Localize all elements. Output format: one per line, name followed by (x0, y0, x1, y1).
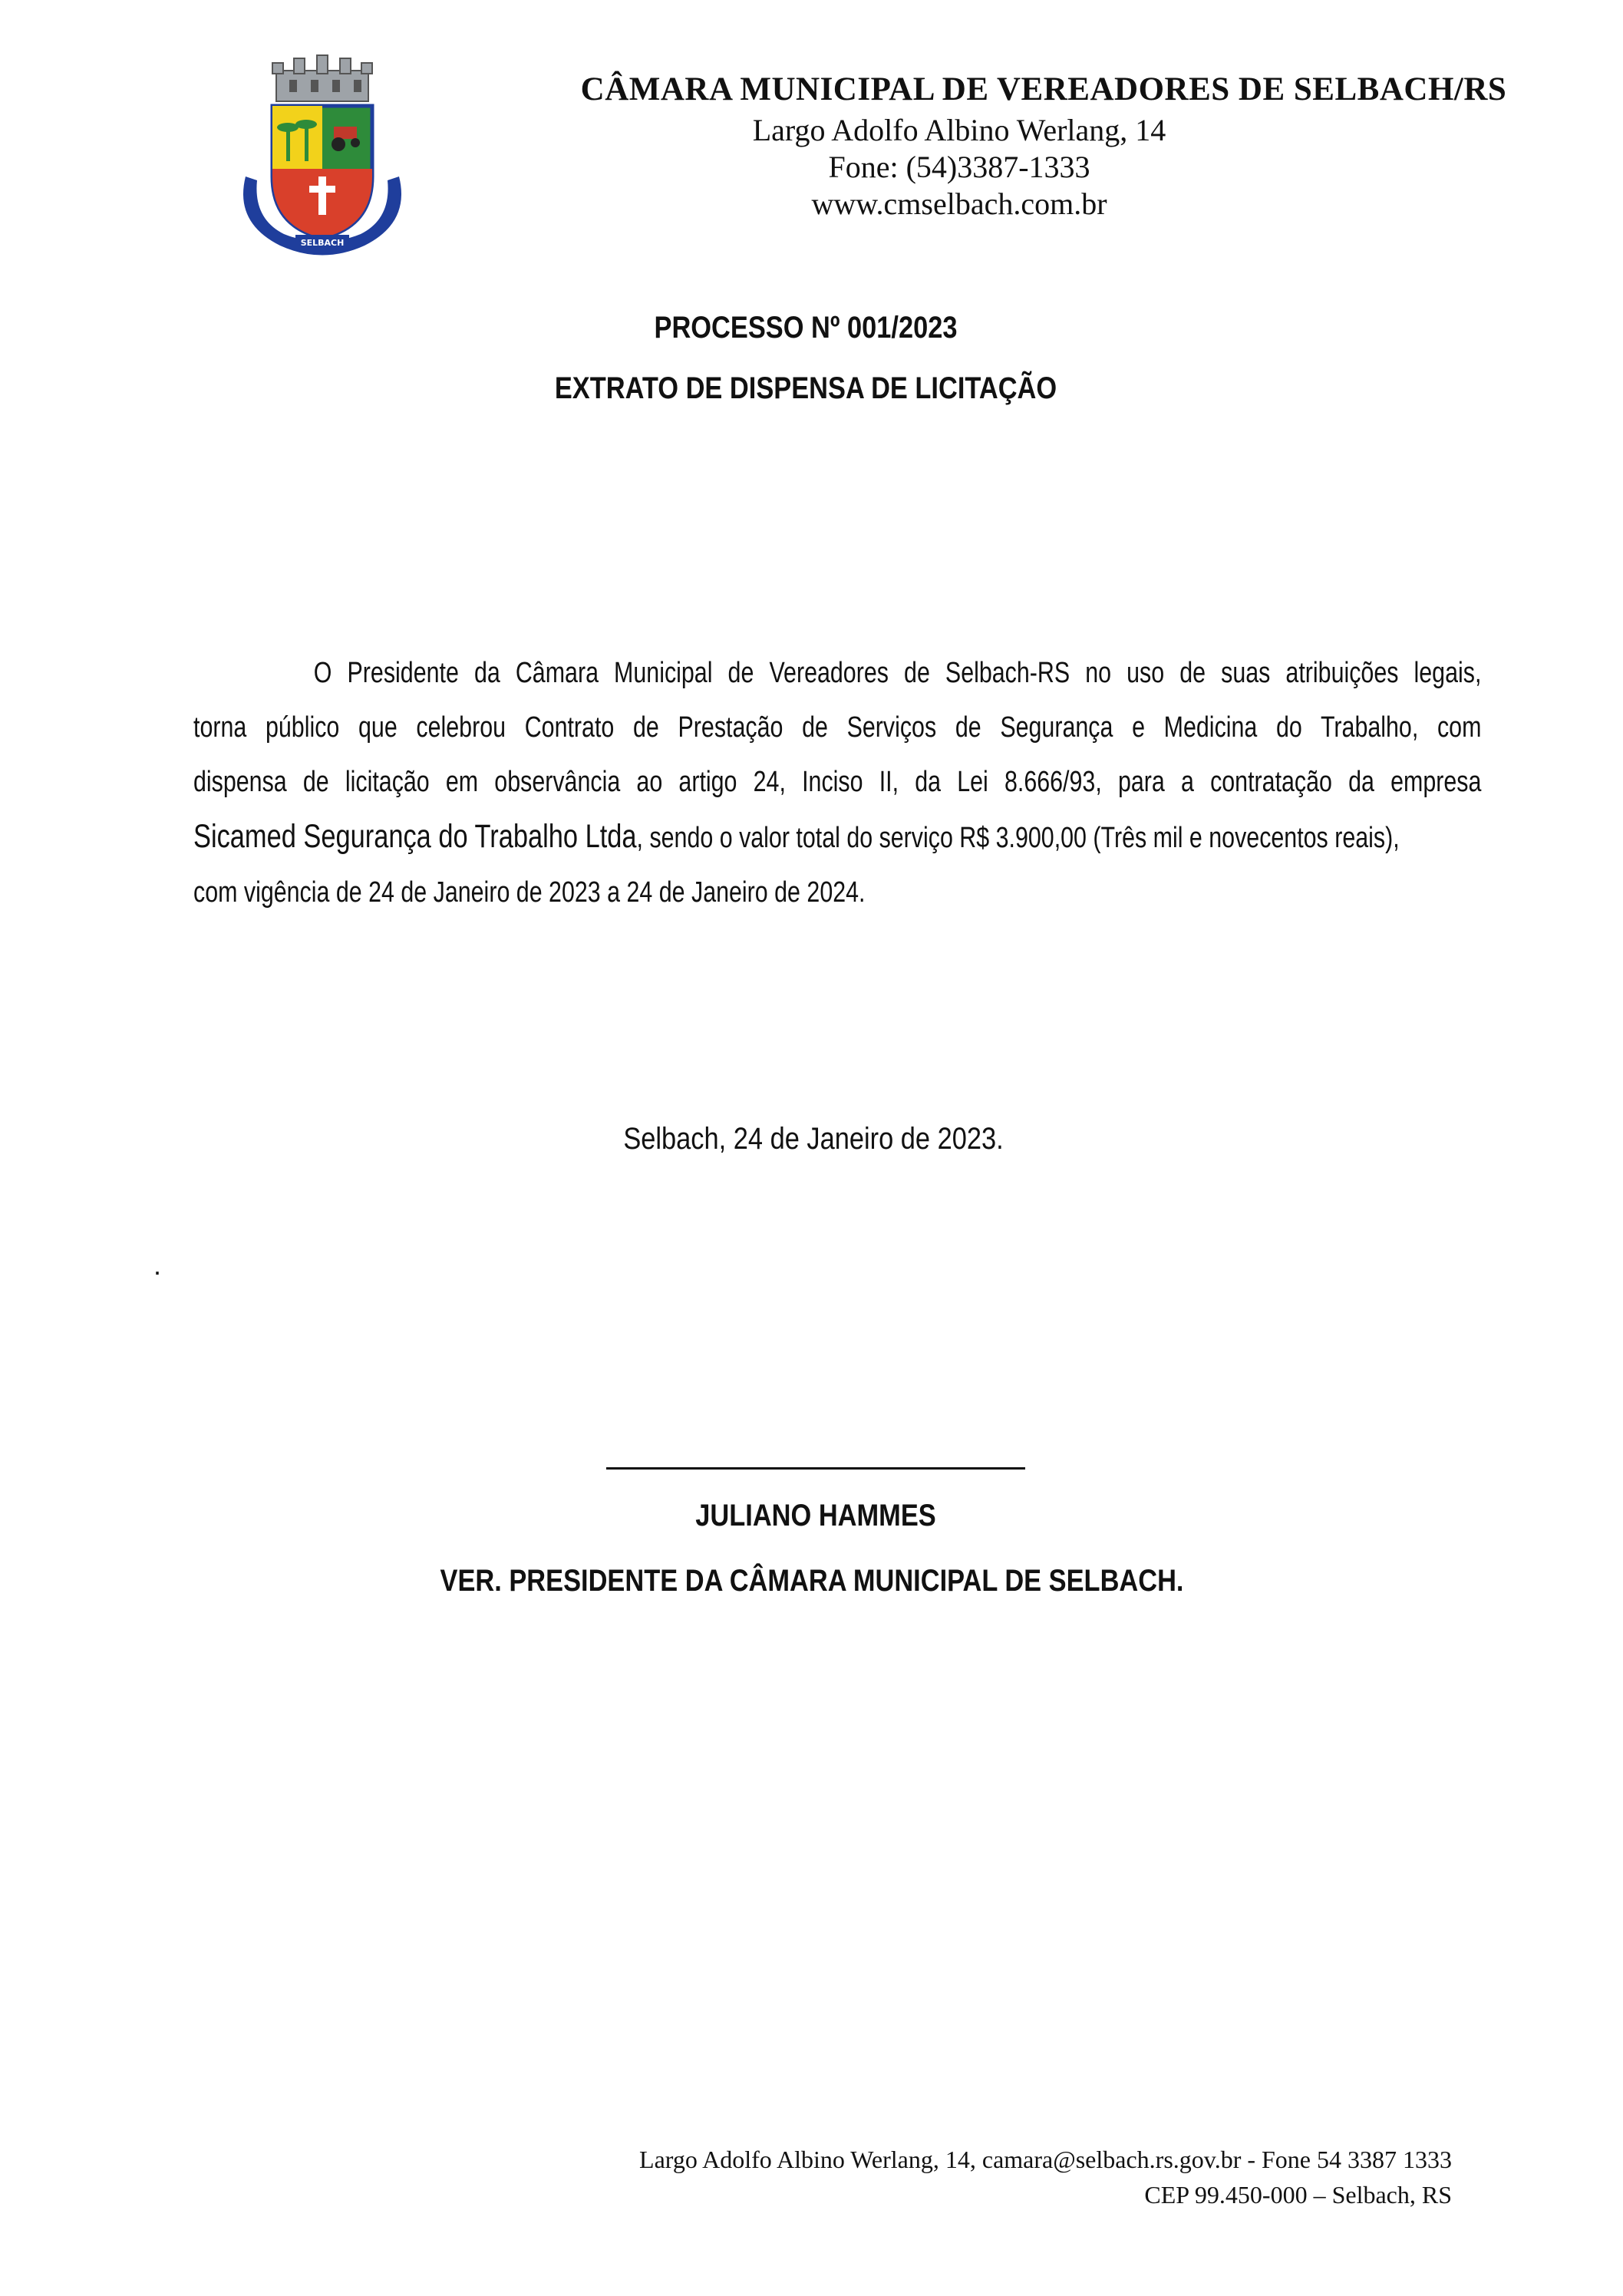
header-phone: Fone: (54)3387-1333 (828, 150, 1090, 184)
company-name: Sicamed Segurança do Trabalho Ltda (193, 818, 637, 855)
body-line-3: dispensa de licitação em observância ao artigo 24, Inciso II, da Lei 8.666/93, para a contratação da empresa (193, 766, 1482, 798)
municipal-crest (234, 54, 411, 261)
body-line-4 (193, 810, 1481, 866)
body-line-1: O Presidente da Câmara Municipal de Vereadores de Selbach-RS no uso de suas atribuições legais, (313, 657, 1482, 689)
contract-value: , sendo o valor total do serviço R$ 3.900,00 (Três mil e novecentos reais), (636, 822, 1400, 854)
signer-role: VER. PRESIDENTE DA CÂMARA MUNICIPAL DE SELBACH. (440, 1564, 1184, 1598)
signature-line (606, 1467, 1025, 1470)
body-line-2: torna público que celebrou Contrato de Prestação de Serviços de Segurança e Medicina do Trabalho, com (193, 711, 1482, 744)
crest-banner-text: SELBACH (300, 238, 345, 248)
footer-contact-line: Largo Adolfo Albino Werlang, 14, camara@selbach.rs.gov.br - Fone 54 3387 1333 (639, 2146, 1452, 2173)
document-date: Selbach, 24 de Janeiro de 2023. (623, 1122, 1004, 1156)
signer-name: JULIANO HAMMES (695, 1499, 936, 1532)
body-paragraph (193, 646, 1481, 920)
process-number: PROCESSO Nº 001/2023 (654, 311, 958, 345)
header-website: www.cmselbach.com.br (811, 186, 1107, 221)
body-line-5: com vigência de 24 de Janeiro de 2023 a 24 de Janeiro de 2024. (193, 876, 866, 909)
header-title: CÂMARA MUNICIPAL DE VEREADORES DE SELBACH/RS (580, 71, 1507, 107)
header-address: Largo Adolfo Albino Werlang, 14 (752, 113, 1166, 147)
footer-postal-line: CEP 99.450-000 – Selbach, RS (1144, 2181, 1452, 2209)
document-subtitle: EXTRATO DE DISPENSA DE LICITAÇÃO (554, 371, 1057, 405)
stray-mark: . (153, 1249, 162, 1281)
